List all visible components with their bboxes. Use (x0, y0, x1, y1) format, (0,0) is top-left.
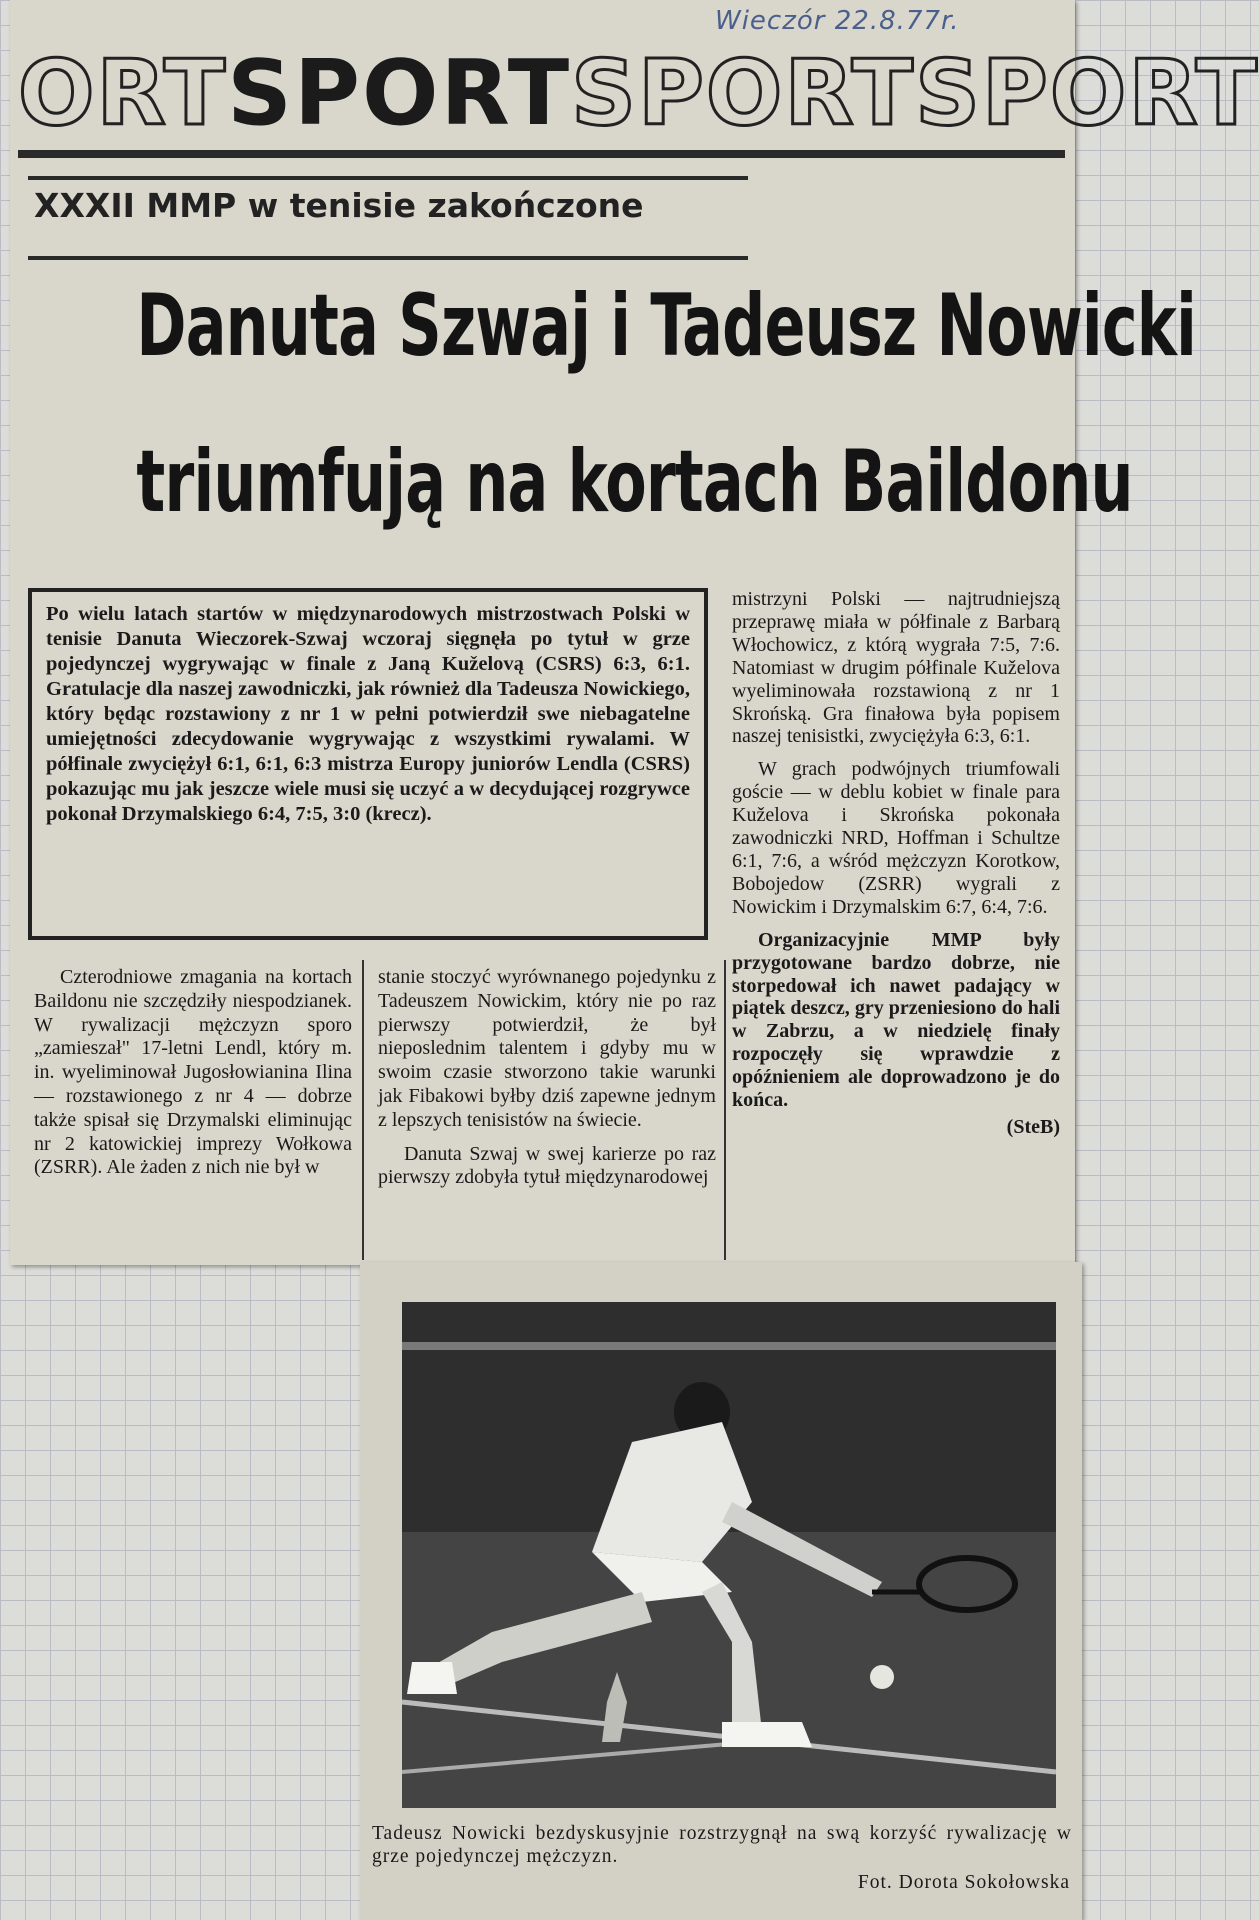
banner-segment: SPORT (571, 41, 916, 146)
subheadline-rule-top (28, 176, 748, 180)
headline-line-1: Danuta Szwaj i Tadeusz Nowicki (136, 276, 1197, 376)
tennis-player-illustration (402, 1302, 1056, 1808)
photo-caption: Tadeusz Nowicki bezdyskusyjnie rozstrzygnął na swą korzyść rywalizację w grze pojedynczej mężczyzn. (372, 1823, 1072, 1867)
sport-banner (18, 41, 1259, 146)
subheadline-rule-bottom (28, 256, 748, 260)
banner-segment: ORT (18, 41, 228, 146)
lead-paragraph: Po wielu latach startów w międzynarodowych mistrzostwach Polski w tenisie Danuta Wieczorek-Szwaj wczoraj sięgnęła po tytuł w grze pojedynczej wygrywając w finale z Janą Kuželovą (CSRS) 6:3, 6:1. Gratulacje dla naszej zawodniczki, jak również dla Tadeusza Nowickiego, który będąc rozstawiony z nr 1 w pełni potwierdził swe niebagatelne umiejętności zdecydowanie wygrywając z wszystkimi rywalami. W półfinale zwyciężył 6:1, 6:1, 6:3 mistrza Europy juniorów Lendla (CSRS) pokazując mu jak jeszcze wiele musi się uczyć a w decydującej rozgrywce pokonał Drzymalskiego 6:4, 7:5, 3:0 (krecz). (28, 588, 708, 940)
banner-segment: SPORT (227, 41, 572, 146)
photo-credit: Fot. Dorota Sokołowska (857, 1872, 1070, 1893)
headline-line-2: triumfują na kortach Baildonu (136, 432, 1133, 532)
article-column-middle (378, 966, 716, 1190)
paragraph: W grach podwójnych triumfowali goście — w deblu kobiet w finale para Kuželova i Skrońska pokonała zawodniczki NRD, Hoffman i Schultze 6:1, 7:6, a wśród mężczyzn Korotkow, Bobojedow (ZSRR) wygrali z Nowickim i Drzymalskim 6:7, 6:4, 7:6. (732, 758, 1060, 918)
article-column-right (732, 588, 1060, 1139)
banner-rule (18, 150, 1065, 158)
column-divider (724, 960, 726, 1260)
banner-segment: SPORT (915, 41, 1259, 146)
paragraph: Czterodniowe zmagania na kortach Baildonu nie szczędziły niespodzianek. W rywalizacji mężczyzn sporo „zamieszał" 17-letni Lendl, który m. in. wyeliminował Jugosłowianina Ilina — rozstawionego z nr 4 — dobrze także spisał się Drzymalski eliminując nr 2 katowickiej imprezy Wołkowa (ZSRR). Ale żaden z nich nie był w (34, 966, 352, 1179)
article-column-left (34, 966, 352, 1180)
author-signature: (SteB) (1006, 1115, 1060, 1138)
tennis-player-photo (402, 1302, 1056, 1808)
subheadline: XXXII MMP w tenisie zakończone (34, 186, 644, 225)
paragraph: Organizacyjnie MMP były przygotowane bardzo dobrze, nie storpedował ich nawet padający w piątek deszcz, gry przeniesiono do hali w Zabrzu, a w niedzielę finały rozpoczęły się wprawdzie z opóźnieniem ale doprowadzono je do końca. (732, 928, 1060, 1112)
paragraph: mistrzyni Polski — najtrudniejszą przeprawę miała w półfinale z Barbarą Włochowicz, z którą wygrała 7:5, 7:6. Natomiast w drugim półfinale Kuželova wyeliminowała rozstawioną z nr 1 Skrońską. Gra finałowa była popisem naszej tenisistki, zwyciężyła 6:3, 6:1. (732, 588, 1060, 748)
paragraph: stanie stoczyć wyrównanego pojedynku z Tadeuszem Nowickim, który nie po raz pierwszy potwierdził, że był nieposlednim talentem i gdyby mu w swoim czasie stworzono takie warunki jak Fibakowi byłby dziś zapewne jednym z lepszych tenisistów na świecie. (378, 966, 716, 1131)
paragraph: Danuta Szwaj w swej karierze po raz pierwszy zdobyła tytuł międzynarodowej (378, 1142, 716, 1189)
column-divider (362, 960, 364, 1260)
handwritten-date-note: Wieczór 22.8.77r. (715, 6, 960, 36)
